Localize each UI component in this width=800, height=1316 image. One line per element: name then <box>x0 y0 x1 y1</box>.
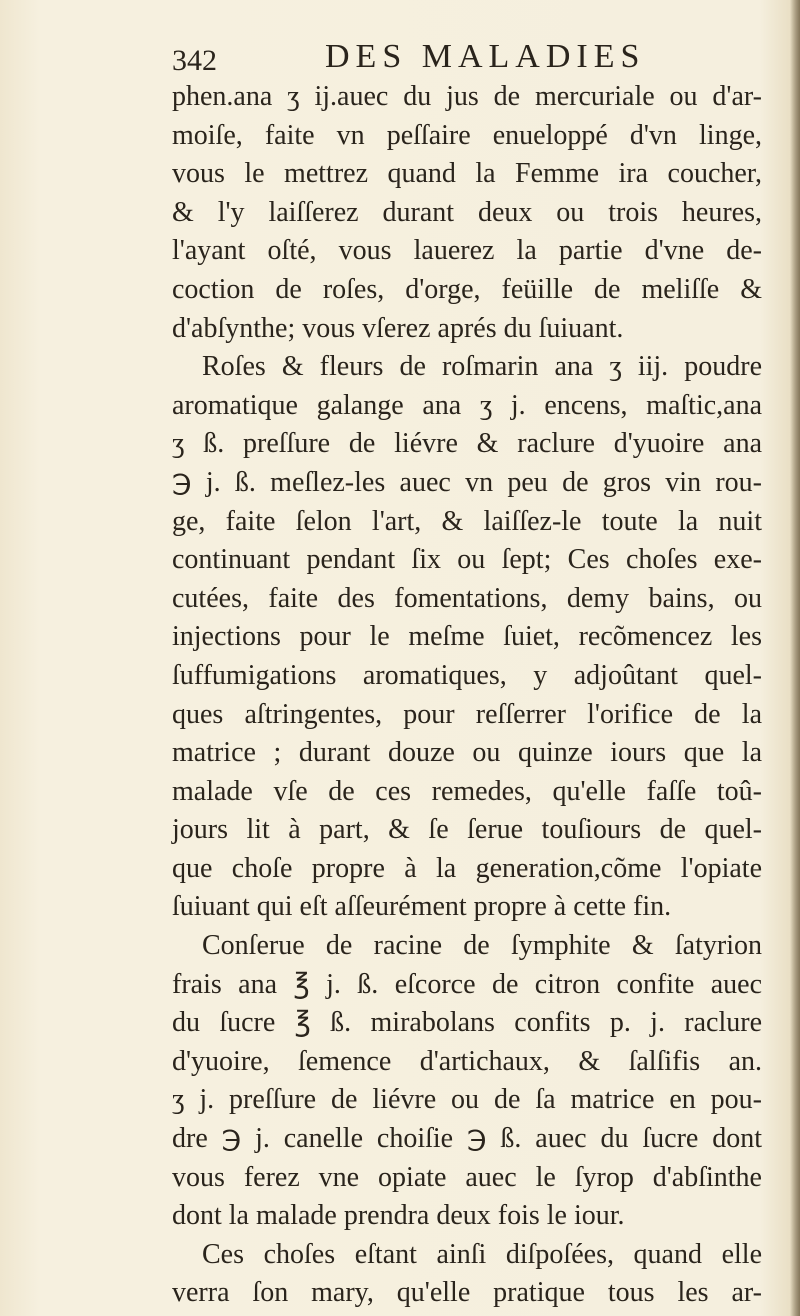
text-line: ℈ j. ß. meſlez-les auec vn peu de gros vin rou- <box>172 466 762 498</box>
text-line: Ces choſes eſtant ainſi diſpoſées, quand elle <box>202 1238 762 1270</box>
page-binding-edge <box>790 0 800 1316</box>
text-line: vous ferez vne opiate auec le ſyrop d'abſinthe <box>172 1161 762 1193</box>
text-line: matrice ; durant douze ou quinze iours que la <box>172 737 762 769</box>
text-line: & l'y laiſſerez durant deux ou trois heures, <box>172 196 762 228</box>
page-header <box>172 38 772 78</box>
text-line: ge, faite ſelon l'art, & laiſſez-le toute la nuit <box>172 505 762 537</box>
text-line: l'ayant oſté, vous lauerez la partie d'vne de- <box>172 235 762 267</box>
text-line: ques aſtringentes, pour reſſerrer l'orifice de la <box>172 698 762 730</box>
text-line: verra ſon mary, qu'elle pratique tous les ar- <box>172 1277 762 1309</box>
text-line: aromatique galange ana ʒ j. encens, maſtic,ana <box>172 389 762 421</box>
text-line: Conſerue de racine de ſymphite & ſatyrion <box>202 930 762 962</box>
text-line: ʒ ß. preſſure de liévre & raclure d'yuoire ana <box>172 428 762 460</box>
text-line: dre ℈ j. canelle choiſie ℈ ß. auec du ſucre dont <box>172 1123 762 1155</box>
text-line: ſuffumigations aromatiques, y adjoûtant quel- <box>172 659 762 691</box>
text-line: injections pour le meſme ſuiet, recõmencez les <box>172 621 762 653</box>
running-title: DES MALADIES <box>325 38 646 75</box>
text-line: moiſe, faite vn peſſaire enueloppé d'vn linge, <box>172 119 762 151</box>
page-number: 342 <box>172 44 217 77</box>
text-line: continuant pendant ſix ou ſept; Ces choſes exe- <box>172 544 762 576</box>
text-line: coction de roſes, d'orge, feüille de meliſſe & <box>172 273 762 305</box>
text-line: cutées, faite des fomentations, demy bains, ou <box>172 582 762 614</box>
text-line: que choſe propre à la generation,cõme l'opiate <box>172 852 762 884</box>
text-line: jours lit à part, & ſe ſerue touſiours de quel- <box>172 814 762 846</box>
text-line: d'abſynthe; vous vſerez aprés du ſuiuant. <box>172 312 624 344</box>
text-line: ʒ j. preſſure de liévre ou de ſa matrice en pou- <box>172 1084 762 1116</box>
text-line: malade vſe de ces remedes, qu'elle faſſe toû- <box>172 775 762 807</box>
text-line: frais ana ℥ j. ß. eſcorce de citron confite auec <box>172 968 762 1000</box>
text-line: Roſes & fleurs de roſmarin ana ʒ iij. poudre <box>202 351 762 383</box>
text-line: d'yuoire, ſemence d'artichaux, & ſalſifis an. <box>172 1045 762 1077</box>
text-line: du ſucre ℥ ß. mirabolans confits p. j. raclure <box>172 1007 762 1039</box>
text-line: phen.ana ʒ ij.auec du jus de mercuriale ou d'ar- <box>172 81 762 112</box>
text-line: ſuiuant qui eſt aſſeurément propre à cette fin. <box>172 891 672 923</box>
body-text <box>172 78 762 1313</box>
text-line: vous le mettrez quand la Femme ira coucher, <box>172 158 762 190</box>
text-line: dont la malade prendra deux fois le iour. <box>172 1200 625 1232</box>
